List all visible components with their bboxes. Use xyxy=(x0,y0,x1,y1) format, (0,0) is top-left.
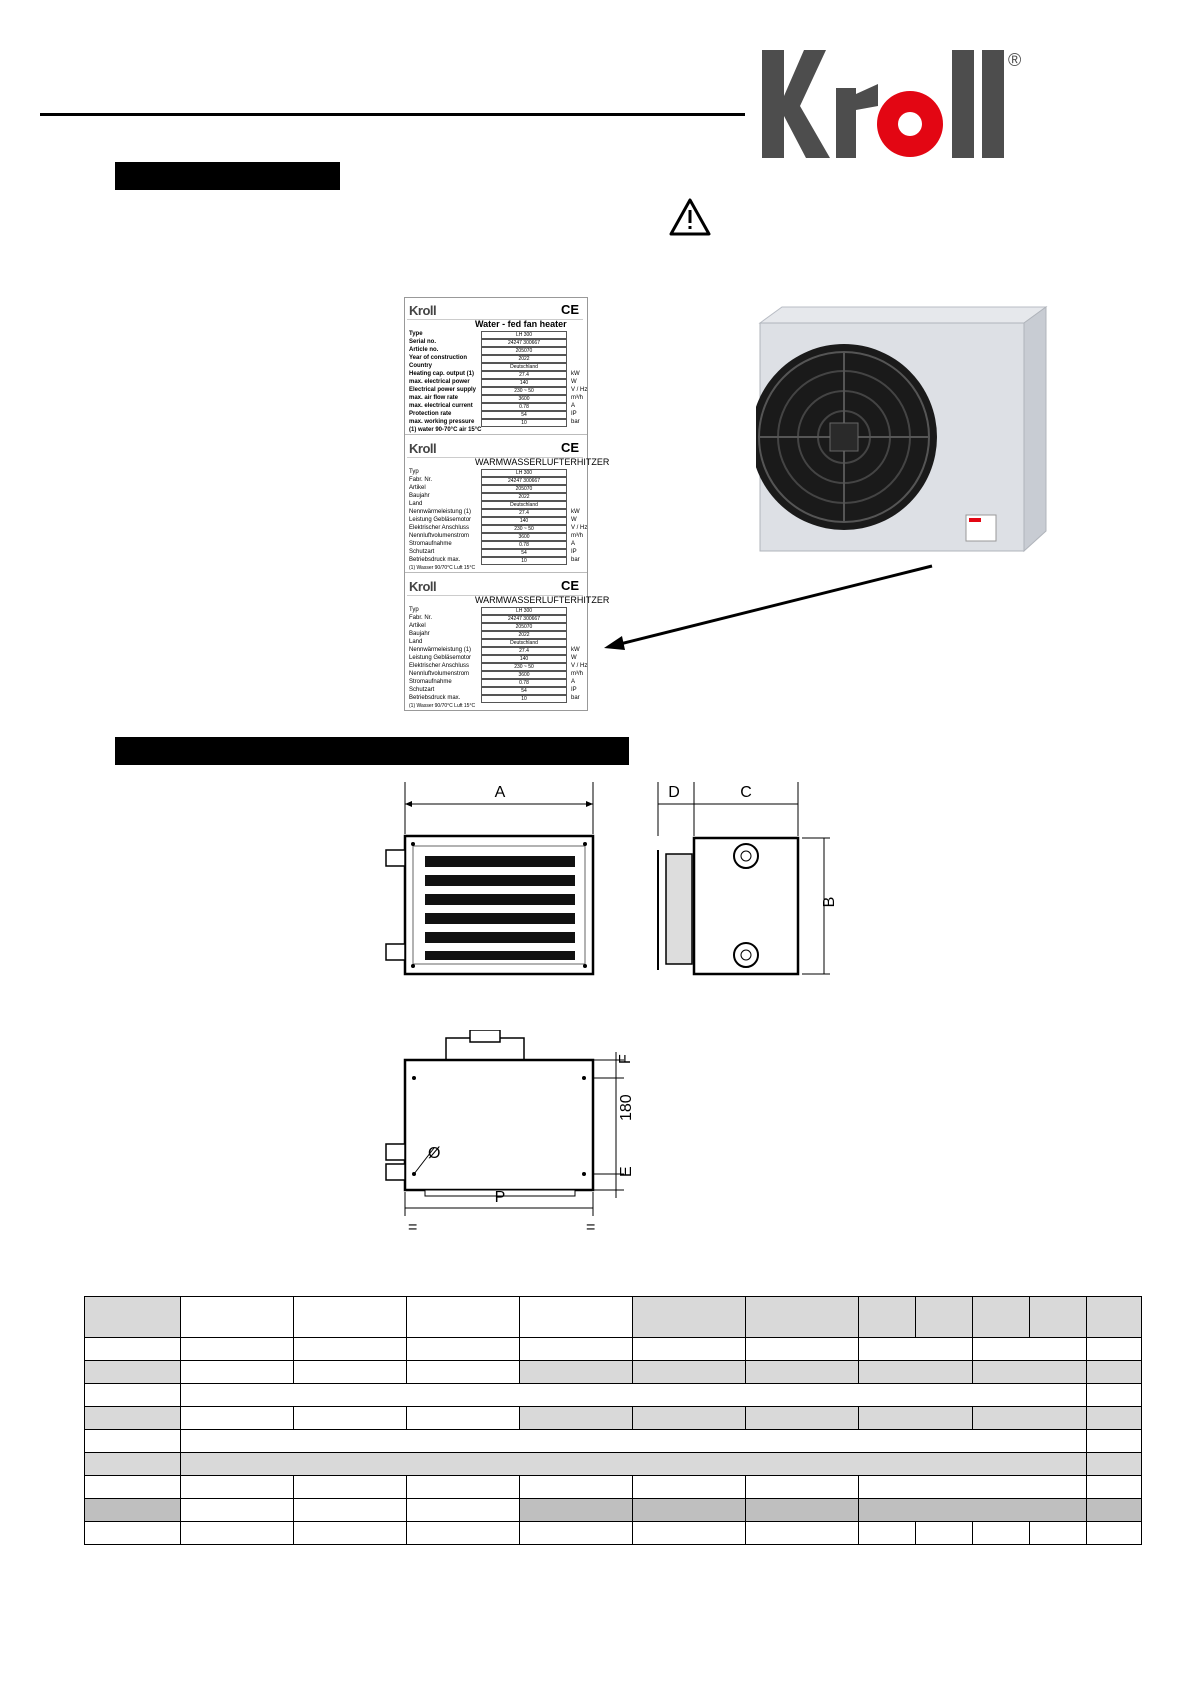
plate-row: Land Deutschland xyxy=(409,639,583,646)
top-view-drawing xyxy=(380,1030,640,1240)
heater-photo xyxy=(756,305,1048,561)
plate-row: Nennluftvolumenstrom 3600 m³/h xyxy=(409,533,583,540)
plate-title: WARMWASSERLUFTERHITZER xyxy=(475,595,610,605)
plate-row: Elektrischer Anschluss 230 ~ 50 V / Hz xyxy=(409,663,588,670)
table-row xyxy=(85,1338,1142,1361)
kroll-logo xyxy=(760,48,1030,160)
plate-row: Stromaufnahme 0.78 A xyxy=(409,541,576,548)
plate-row: max. working pressure 10 bar xyxy=(409,419,580,426)
plate-row: Schutzart 54 IP xyxy=(409,549,577,556)
plate-row: Typ LH 300 xyxy=(409,469,583,476)
type-plate-header xyxy=(407,439,583,458)
dim-label-e: E xyxy=(618,1166,635,1177)
plate-title: Water - fed fan heater xyxy=(475,319,567,329)
ce-mark: CE xyxy=(560,440,579,455)
plate-row: Type LH 300 xyxy=(409,331,583,338)
type-plate-sheet xyxy=(404,297,610,711)
plate-row: Nennwärmeleistung (1) 27.4 kW xyxy=(409,509,580,516)
ce-mark: CE xyxy=(560,302,579,317)
plate-row: Nennwärmeleistung (1) 27.4 kW xyxy=(409,647,580,654)
type-plate xyxy=(405,298,587,435)
table-header-row xyxy=(85,1297,1142,1338)
plate-title: WARMWASSERLUFTERHITZER xyxy=(475,457,610,467)
dim-label-d: D xyxy=(668,784,680,801)
table-row xyxy=(85,1522,1142,1545)
side-view-drawing xyxy=(644,780,844,980)
svg-text:®: ® xyxy=(1008,50,1022,70)
plate-row: Typ LH 300 xyxy=(409,607,583,614)
table-row xyxy=(85,1499,1142,1522)
equal-mark-left: = xyxy=(408,1219,418,1236)
plate-row: Schutzart 54 IP xyxy=(409,687,577,694)
plate-footnote: (1) Wasser 90/70°C Luft 15°C xyxy=(409,703,476,709)
plate-row: Betriebsdruck max. 10 bar xyxy=(409,695,580,702)
plate-row: Heating cap. output (1) 27.4 kW xyxy=(409,371,580,378)
plate-logo: Kroll xyxy=(409,303,437,318)
plate-footnote: (1) water 90-70°C air 15°C xyxy=(409,427,482,433)
plate-row: Electrical power supply 230 ~ 50 V / Hz xyxy=(409,387,588,394)
plate-row: Protection rate 54 IP xyxy=(409,411,577,418)
plate-row: max. electrical current 0.78 A xyxy=(409,403,576,410)
plate-row: Leistung Gebläsemotor 140 W xyxy=(409,655,577,662)
front-view-drawing xyxy=(380,780,610,980)
plate-row: Nennluftvolumenstrom 3600 m³/h xyxy=(409,671,583,678)
table-row xyxy=(85,1407,1142,1430)
plate-row: Artikel 205070 xyxy=(409,623,583,630)
section-bar-dimensions xyxy=(115,737,629,765)
dim-label-a: A xyxy=(494,784,506,801)
spec-table xyxy=(84,1296,1142,1545)
dim-label-f: F xyxy=(617,1054,634,1064)
table-row xyxy=(85,1453,1142,1476)
plate-row: Fabr. Nr. 24247 300667 xyxy=(409,615,583,622)
ce-mark: CE xyxy=(560,578,579,593)
dim-label-diameter: Ø xyxy=(428,1145,441,1162)
plate-row: Stromaufnahme 0.78 A xyxy=(409,679,576,686)
header-rule xyxy=(40,113,745,116)
plate-row: Betriebsdruck max. 10 bar xyxy=(409,557,580,564)
equal-mark-right: = xyxy=(586,1219,596,1236)
plate-row: Year of construction 2022 xyxy=(409,355,583,362)
dim-label-180: 180 xyxy=(618,1094,635,1121)
plate-row: Article no. 205070 xyxy=(409,347,583,354)
plate-row: Leistung Gebläsemotor 140 W xyxy=(409,517,577,524)
type-plate-header xyxy=(407,577,583,596)
plate-row: Baujahr 2022 xyxy=(409,493,583,500)
section-bar-type-plate xyxy=(115,162,340,190)
plate-row: Elektrischer Anschluss 230 ~ 50 V / Hz xyxy=(409,525,588,532)
dim-label-p: P xyxy=(494,1189,506,1206)
table-row xyxy=(85,1384,1142,1407)
dim-label-c: C xyxy=(740,784,752,801)
plate-row: max. air flow rate 3600 m³/h xyxy=(409,395,583,402)
type-plate xyxy=(405,436,610,573)
plate-row: Baujahr 2022 xyxy=(409,631,583,638)
plate-row: Fabr. Nr. 24247 300667 xyxy=(409,477,583,484)
table-row xyxy=(85,1430,1142,1453)
table-row xyxy=(85,1476,1142,1499)
plate-logo: Kroll xyxy=(409,579,437,594)
plate-row: max. electrical power 140 W xyxy=(409,379,577,386)
plate-row: Serial no. 24247 300667 xyxy=(409,339,583,346)
plate-footnote: (1) Wasser 90/70°C Luft 15°C xyxy=(409,565,476,571)
type-plate xyxy=(405,574,610,710)
dim-label-b: B xyxy=(821,896,838,908)
table-row xyxy=(85,1361,1142,1384)
type-plate-header xyxy=(407,301,583,320)
plate-logo: Kroll xyxy=(409,441,437,456)
pointer-arrow xyxy=(600,560,940,660)
plate-row: Land Deutschland xyxy=(409,501,583,508)
warning-triangle-icon xyxy=(669,198,711,236)
plate-row: Artikel 205070 xyxy=(409,485,583,492)
plate-row: Country Deutschland xyxy=(409,363,583,370)
